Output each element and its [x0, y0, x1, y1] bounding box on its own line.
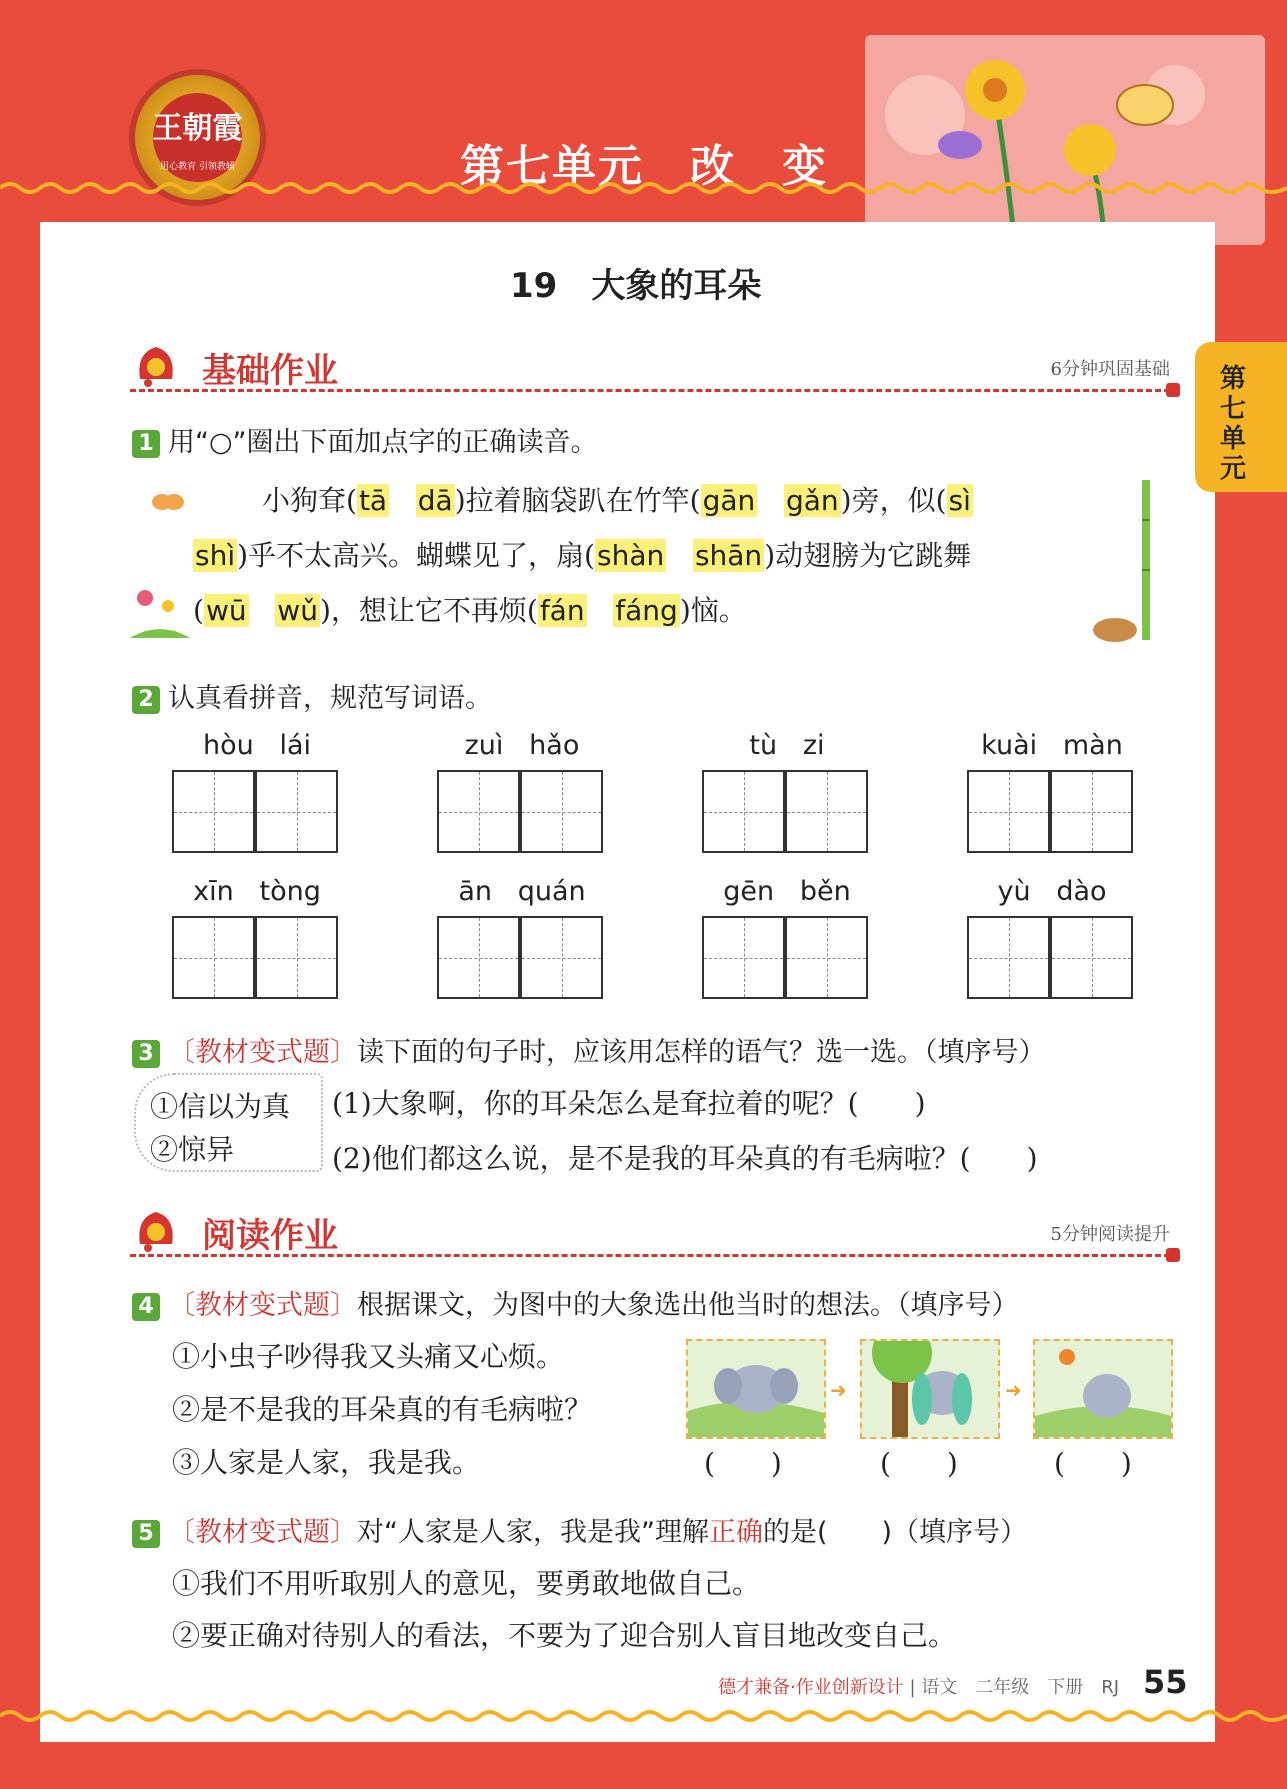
question-text: 认真看拼音，规范写词语。 — [168, 683, 492, 714]
flower-butterfly-illustration — [865, 35, 1265, 245]
question-text: 对“人家是人家，我是我”理解 — [357, 1517, 709, 1548]
pinyin-option[interactable]: shì — [195, 539, 236, 572]
logo-text: 王朝霞 — [152, 111, 243, 146]
tianzige-writing-box[interactable] — [520, 916, 603, 999]
q5-option-1: ①我们不用听取别人的意见，要勇敢地做自己。 — [172, 1567, 761, 1600]
section-divider-end — [1166, 1248, 1180, 1262]
bottom-wave-border — [0, 1708, 1287, 1724]
bell-icon — [130, 1204, 182, 1256]
unit-title: 第七单元 改 变 — [460, 141, 828, 192]
section-divider-end — [1166, 383, 1180, 397]
tianzige-writing-box[interactable] — [785, 916, 868, 999]
elephant-picture-2 — [860, 1339, 1000, 1439]
arrow-icon: ➜ — [1005, 1378, 1022, 1402]
q4-option-3: ③人家是人家，我是我。 — [172, 1446, 481, 1479]
q4-option-1: ①小虫子吵得我又头痛又心烦。 — [172, 1340, 565, 1373]
flower-center — [983, 78, 1007, 102]
pinyin-label: gēn běn — [723, 876, 851, 907]
elephant-tree-icon — [862, 1341, 998, 1437]
q3-item-1[interactable]: (1)大象啊，你的耳朵怎么是耷拉着的呢？( ) — [332, 1087, 926, 1120]
pinyin-label: ān quán — [458, 876, 586, 907]
pinyin-label: xīn tòng — [193, 876, 321, 907]
tianzige-writing-box[interactable] — [437, 770, 520, 853]
pinyin-label: tù zi — [749, 730, 825, 761]
question-tag: 〔教材变式题〕 — [168, 1290, 357, 1321]
tianzige-writing-box[interactable] — [702, 916, 785, 999]
answer-blank[interactable]: ( ) — [1054, 1447, 1132, 1480]
tianzige-writing-box[interactable] — [1050, 770, 1133, 853]
flower-grass-icon — [130, 580, 190, 640]
arrow-icon: ➜ — [830, 1378, 847, 1402]
question-text: 读下面的句子时，应该用怎样的语气？选一选。（填序号） — [357, 1037, 1046, 1068]
pinyin-option[interactable]: gǎn — [785, 484, 839, 517]
question-5-prompt — [132, 1510, 1027, 1549]
section-hint: 5分钟阅读提升 — [1050, 1224, 1170, 1245]
section-hint: 6分钟巩固基础 — [1050, 359, 1170, 380]
page-number: 55 — [1143, 1663, 1188, 1701]
question-number: 5 — [132, 1520, 160, 1548]
section-divider — [130, 389, 1170, 392]
tianzige-writing-box[interactable] — [255, 916, 338, 999]
elephant-icon — [688, 1341, 824, 1437]
caterpillar-icon — [938, 131, 982, 159]
pinyin-option[interactable]: shàn — [596, 539, 665, 572]
section-reading-header — [130, 1200, 1170, 1260]
section-title: 基础作业 — [202, 351, 338, 391]
logo-subtext: 用心教育 引领教辅 — [160, 162, 235, 172]
q4-option-2: ②是不是我的耳朵真的有毛病啦？ — [172, 1393, 593, 1426]
butterfly-icon — [1117, 85, 1173, 125]
q3-item-2[interactable]: (2)他们都这么说，是不是我的耳朵真的有毛病啦？( ) — [332, 1142, 1038, 1175]
lesson-title: 19 大象的耳朵 — [510, 266, 762, 306]
section-divider — [130, 1254, 1170, 1257]
q1-line-3: (wū wǔ)，想让它不再烦(fán fáng)恼。 — [193, 594, 747, 627]
question-number: 1 — [132, 430, 160, 458]
side-tab-label: 第七单元 — [1219, 364, 1246, 484]
question-text: 用“○”圈出下面加点字的正确读音。 — [168, 427, 598, 458]
tianzige-writing-box[interactable] — [437, 916, 520, 999]
book-info: | 语文 二年级 下册 RJ — [909, 1677, 1120, 1698]
section-title: 阅读作业 — [202, 1216, 338, 1256]
pinyin-label: yù dào — [997, 876, 1107, 907]
question-number: 3 — [132, 1040, 160, 1068]
pinyin-option[interactable]: gān — [702, 484, 756, 517]
q1-line-1: 小狗耷(tā dā)拉着脑袋趴在竹竿(gān gǎn)旁，似(sì — [262, 484, 971, 517]
q3-option-2: ②惊异 — [150, 1133, 235, 1166]
series-name: 德才兼备·作业创新设计 — [718, 1677, 904, 1698]
tianzige-writing-box[interactable] — [255, 770, 338, 853]
tianzige-writing-box[interactable] — [520, 770, 603, 853]
pinyin-option[interactable]: sì — [948, 484, 971, 517]
footer-series — [718, 1673, 1119, 1699]
section-basic-header — [130, 335, 1170, 395]
pinyin-option[interactable]: shān — [694, 539, 763, 572]
butterfly-icon — [150, 488, 186, 518]
pinyin-label: kuài màn — [981, 730, 1123, 761]
pinyin-option[interactable]: wū — [205, 594, 247, 627]
question-number: 2 — [132, 686, 160, 714]
unit-side-tab[interactable] — [1195, 342, 1287, 492]
question-number: 4 — [132, 1293, 160, 1321]
tianzige-writing-box[interactable] — [172, 916, 255, 999]
tianzige-writing-box[interactable] — [172, 770, 255, 853]
question-3-prompt — [132, 1030, 1046, 1069]
top-wave-border — [0, 180, 1287, 196]
answer-blank[interactable]: ( ) — [880, 1447, 958, 1480]
question-tag: 〔教材变式题〕 — [168, 1517, 357, 1548]
tianzige-writing-box[interactable] — [702, 770, 785, 853]
elephant-picture-1 — [686, 1339, 826, 1439]
emphasis-text: 正确 — [708, 1517, 763, 1548]
question-2-prompt — [132, 676, 492, 715]
q5-option-2: ②要正确对待别人的看法，不要为了迎合别人盲目地改变自己。 — [172, 1619, 957, 1652]
tianzige-writing-box[interactable] — [785, 770, 868, 853]
tianzige-writing-box[interactable] — [1050, 916, 1133, 999]
tianzige-writing-box[interactable] — [967, 770, 1050, 853]
q1-line-2: shì)乎不太高兴。蝴蝶见了，扇(shàn shān)动翅膀为它跳舞 — [195, 539, 972, 572]
pinyin-label: zuì hǎo — [464, 730, 580, 761]
elephant-sun-icon — [1035, 1341, 1171, 1437]
pinyin-label: hòu lái — [202, 730, 312, 761]
question-text[interactable]: 的是( )（填序号） — [762, 1517, 1028, 1548]
illustration-svg — [865, 35, 1265, 245]
question-4-prompt — [132, 1283, 1019, 1322]
pinyin-option[interactable]: dā — [417, 484, 453, 517]
bell-icon — [130, 339, 182, 391]
pinyin-option[interactable]: fán — [539, 594, 585, 627]
question-text: 根据课文，为图中的大象选出他当时的想法。（填序号） — [357, 1290, 1019, 1321]
pinyin-option[interactable]: wǔ — [277, 594, 318, 627]
flower-icon — [1064, 124, 1116, 176]
pinyin-option[interactable]: fáng — [615, 594, 678, 627]
tianzige-writing-box[interactable] — [967, 916, 1050, 999]
elephant-picture-3 — [1033, 1339, 1173, 1439]
answer-blank[interactable]: ( ) — [704, 1447, 782, 1480]
bamboo-puppy-icon — [1090, 480, 1160, 650]
question-tag: 〔教材变式题〕 — [168, 1037, 357, 1068]
q3-option-1: ①信以为真 — [150, 1090, 291, 1123]
pinyin-option[interactable]: tā — [358, 484, 388, 517]
question-1-prompt — [132, 420, 598, 459]
